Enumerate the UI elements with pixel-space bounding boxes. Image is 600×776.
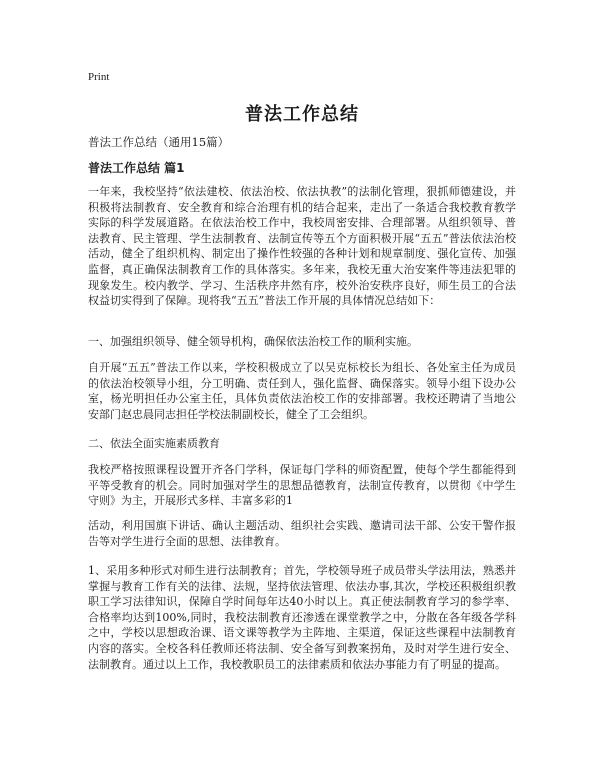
- paragraph-legal-education: 1、采用多种形式对师生进行法制教育；首先，学校领导班子成员带头学法用法，熟悉并掌握与教育工作有关的法律、法规，坚持依法管理、依法办事,其次，学校还积极组织教职工学习法律知识，保障自学时间每年达40小时以上。真正使法制教育学习的参学率、合格率均达到100%,同时，我校法制教育还渗透在课堂教学之中，分散在各年级各学科之中，学校以思想政治课、语文课等教学为主阵地、主渠道，保证这些课程中法制教育内容的落实。全校各科任教师还将法制、安全备写到教案拐角，及时对学生进行安全、法制教育。通过以上工作，我校教职员工的法律素质和依法办事能力有了明显的提高。: [88, 564, 516, 671]
- paragraph-activities: 活动，利用国旗下讲话、确认主题活动、组织社会实践、邀请司法干部、公安干警作报告等对学生进行全面的思想、法律教育。: [88, 519, 516, 548]
- paragraph-heading-one: 一、加强组织领导、健全领导机构，确保依法治校工作的顺利实施。: [88, 335, 418, 348]
- document-subtitle: 普法工作总结（通用15篇）: [88, 135, 230, 149]
- page-title: 普法工作总结: [245, 104, 359, 125]
- print-link[interactable]: Print: [88, 71, 110, 83]
- section-heading: 普法工作总结 篇1: [88, 161, 185, 175]
- paragraph-curriculum: 我校严格按照课程设置开齐各门学科，保证每门学科的师资配置，使每个学生都能得到平等受教育的机会。同时加强对学生的思想品德教育，法制宣传教育，以贯彻《中学生守则》为主，开展形式多样、丰富多彩的1: [88, 463, 516, 508]
- paragraph-heading-two: 二、依法全面实施素质教育: [88, 437, 220, 450]
- paragraph-organization: 自开展“五五”普法工作以来，学校积极成立了以吴克标校长为组长、各处室主任为成员的依法治校领导小组，分工明确、责任到人，强化监督、确保落实。领导小组下设办公室，杨光明担任办公室主任，具体负责依法治校工作的安排部署。我校还聘请了当地公安部门赵忠晨同志担任学校法制副校长，健全了工会组织。: [88, 361, 516, 421]
- paragraph-intro: 一年来，我校坚持“依法建校、依法治校、依法执教”的法制化管理，狠抓师德建设，并积极将法制教育、安全教育和综合治理有机的结合起来，走出了一条适合我校教育教学实际的科学发展道路。在依法治校工作中，我校周密安排、合理部署。从组织领导、普法教育、民主管理、学生法制教育、法制宣传等五个方面积极开展“五五”普法依法治校活动，健全了组织机构、制定出了操作性较强的各种计划和规章制度、强化宣传、加强监督，真正确保法制教育工作的具体落实。多年来，我校无重大治安案件等违法犯罪的现象发生。校内教学、学习、生活秩序井然有序，校外治安秩序良好，师生员工的合法权益切实得到了保障。现将我“五五”普法工作开展的具体情况总结如下：: [88, 185, 516, 308]
